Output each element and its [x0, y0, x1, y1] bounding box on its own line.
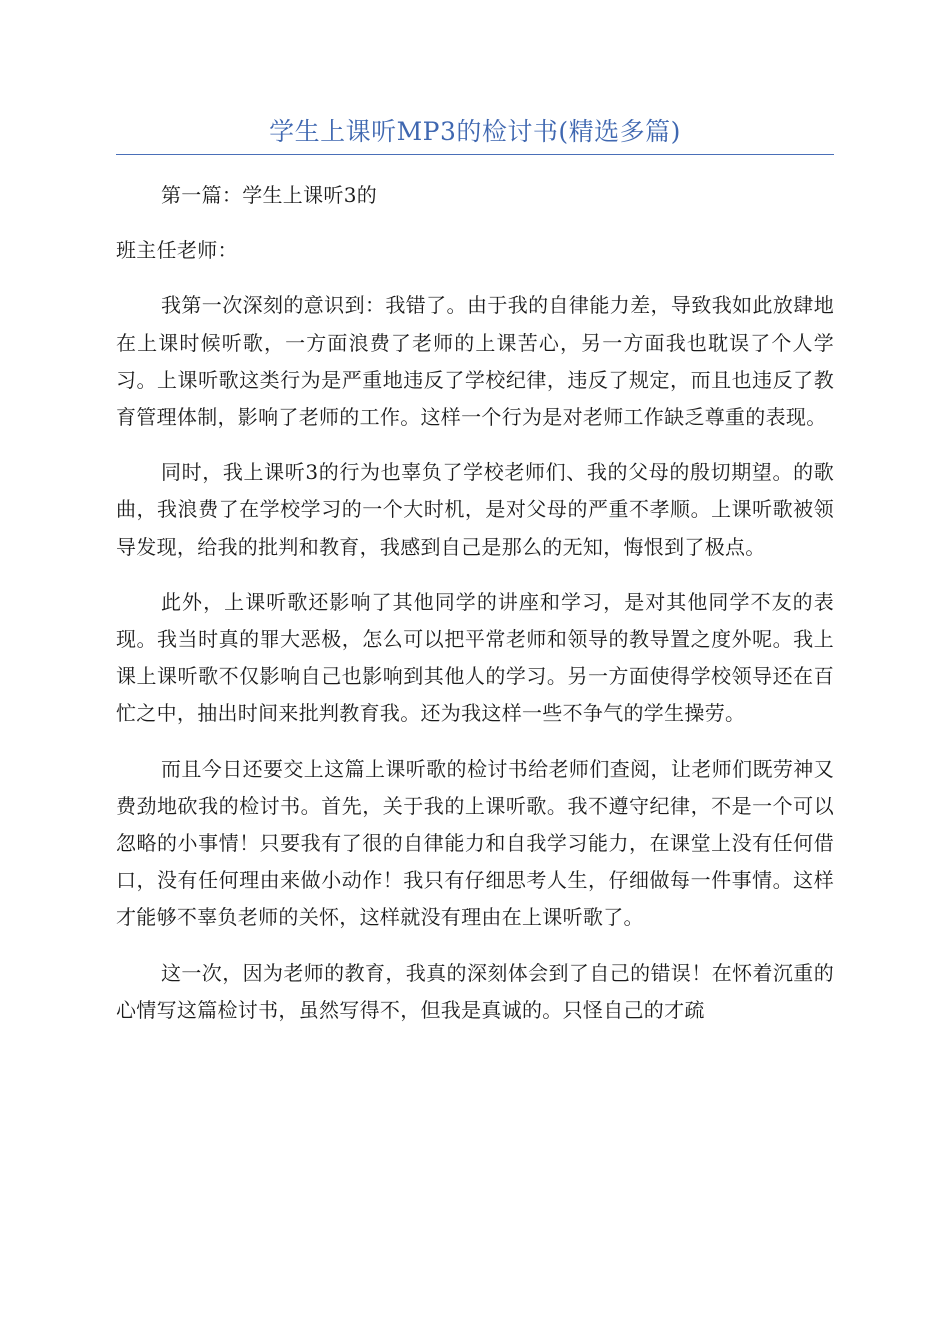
body-paragraph: 同时，我上课听3的行为也辜负了学校老师们、我的父母的殷切期望。的歌曲，我浪费了在学校学习的一个大时机，是对父母的严重不孝顺。上课听歌被领导发现，给我的批判和教育，我感到自己是那么的无知，悔恨到了极点。 [116, 460, 834, 559]
body-paragraph: 而且今日还要交上这篇上课听歌的检讨书给老师们查阅，让老师们既劳神又费劲地砍我的检讨书。首先，关于我的上课听歌。我不遵守纪律，不是一个可以忽略的小事情！只要我有了很的自律能力和自我学习能力，在课堂上没有任何借口，没有任何理由来做小动作！我只有仔细思考人生，仔细做每一件事情。这样才能够不辜负老师的关怀，这样就没有理由在上课听歌了。 [116, 756, 834, 930]
body-paragraph: 这一次，因为老师的教育，我真的深刻体会到了自己的错误！在怀着沉重的心情写这篇检讨书，虽然写得不，但我是真诚的。只怪自己的才疏 [116, 960, 834, 1022]
section-heading: 第一篇：学生上课听3的 [161, 183, 378, 207]
document-page [116, 112, 834, 1047]
document-title: 学生上课听MP3的检讨书(精选多篇) [269, 117, 681, 146]
title-underline [116, 154, 834, 155]
salutation: 班主任老师： [116, 238, 238, 263]
body-paragraph: 我第一次深刻的意识到：我错了。由于我的自律能力差，导致我如此放肆地在上课时候听歌，一方面浪费了老师的上课苦心，另一方面我也耽误了个人学习。上课听歌这类行为是严重地违反了学校纪律，违反了规定，而且也违反了教育管理体制，影响了老师的工作。这样一个行为是对老师工作缺乏尊重的表现。 [116, 293, 834, 430]
body-paragraph: 此外，上课听歌还影响了其他同学的讲座和学习，是对其他同学不友的表现。我当时真的罪大恶极，怎么可以把平常老师和领导的教导置之度外呢。我上课上课听歌不仅影响自己也影响到其他人的学习。另一方面使得学校领导还在百忙之中，抽出时间来批判教育我。还为我这样一些不争气的学生操劳。 [116, 589, 834, 726]
